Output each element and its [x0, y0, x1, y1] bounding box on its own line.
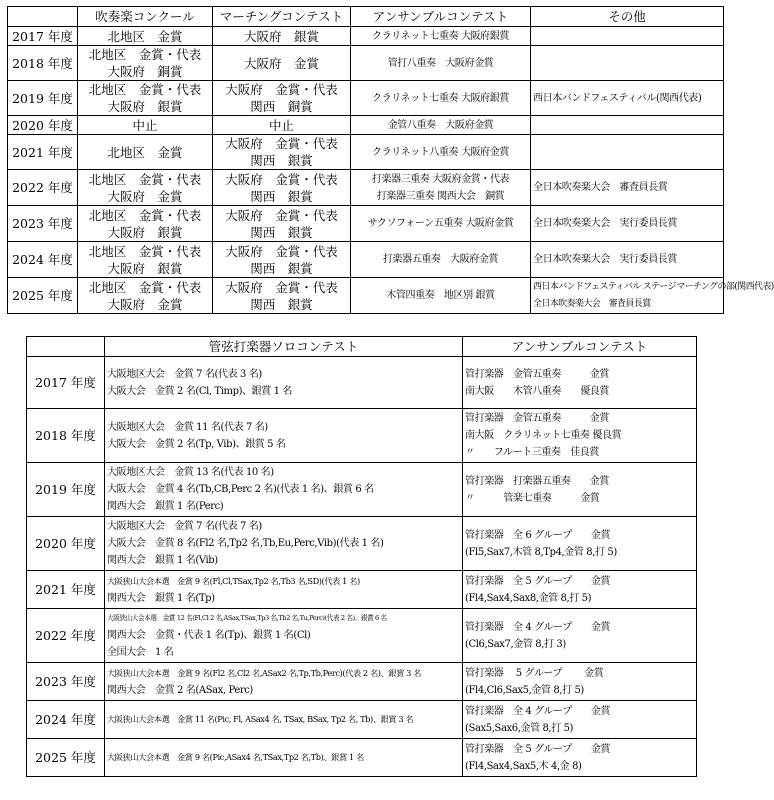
concours-cell-line: 北地区 金賞・代表 [88, 243, 202, 259]
table-row [27, 517, 697, 571]
marching-cell [213, 206, 351, 242]
solo-cell-line: 大阪大会 金賞 8 名(Fl2 名,Tp2 名,Tb,Eu,Perc,Vib)(代表 1 名) [107, 538, 384, 549]
marching-cell [213, 81, 351, 116]
table-row [27, 571, 697, 609]
marching-cell [213, 116, 351, 135]
solo-cell-line: 大阪狭山大会本選 金賞 9 名(Pic,ASax4 名,TSax,Tp2 名,Tb)、銀賞 1 名 [107, 752, 364, 762]
table-row [8, 278, 724, 314]
solo-cell [105, 609, 463, 663]
year-cell: 2021 年度 [8, 135, 78, 170]
ensemble-cell-line: クラリネット七重奏 大阪府銀賞 [372, 92, 509, 104]
concours-cell [78, 135, 213, 170]
table1-body [8, 27, 774, 314]
ensemble-cell-line: 木管四重奏 地区別 銀賞 [386, 290, 495, 301]
year-cell: 2022 年度 [27, 609, 105, 663]
year-cell: 2018 年度 [27, 409, 105, 463]
solo-cell-line: 関西大会 銀賞 1 名(Tp) [107, 592, 215, 604]
ensemble-cell [463, 609, 697, 663]
other-cell-line: 西日本バンドフェスティバル(関西代表) [533, 92, 702, 104]
ensemble-cell-line: 管打楽器 全 4 グループ 金賞 [465, 705, 611, 717]
ensemble-cell [351, 278, 531, 314]
year-cell: 2020 年度 [27, 517, 105, 571]
concours-cell [78, 116, 213, 135]
ensemble-cell-line: 管打楽器 金管五重奏 金賞 [465, 368, 609, 380]
year-cell: 2018 年度 [8, 46, 78, 81]
year-cell: 2023 年度 [27, 663, 105, 701]
other-cell [531, 27, 724, 46]
concours-cell-line: 北地区 金賞・代表 [88, 82, 202, 97]
table2-body [27, 357, 697, 777]
ensemble-cell-line: 管打楽器 全 5 グループ 金賞 [465, 575, 611, 587]
ensemble-cell-line: 打楽器五重奏 大阪府金賞 [382, 254, 499, 265]
year-cell: 2019 年度 [8, 81, 78, 116]
other-cell [531, 135, 724, 170]
header-ensemble: アンサンブルコンテスト [463, 337, 697, 357]
ensemble-cell [351, 46, 531, 81]
concours-cell [78, 278, 213, 314]
solo-cell [105, 357, 463, 409]
concours-cell-line: 北地区 金賞・代表 [88, 171, 202, 187]
ensemble-cell-line: 〃 管楽七重奏 金賞 [465, 492, 600, 504]
solo-cell-line: 関西大会 銀賞 1 名(Perc) [107, 501, 224, 512]
header-corner [27, 337, 105, 357]
year-cell: 2017 年度 [27, 357, 105, 409]
ensemble-cell [463, 463, 697, 517]
year-cell: 2022 年度 [8, 170, 78, 206]
concours-cell-line: 中止 [132, 117, 158, 133]
year-cell: 2019 年度 [27, 463, 105, 517]
ensemble-cell-line: (Fl5,Sax7,木管 8,Tp4,金管 8,打 5) [465, 546, 617, 558]
concours-cell-line: 北地区 金賞・代表 [88, 47, 202, 62]
solo-cell-line: 大阪地区大会 金賞 7 名(代表 3 名) [107, 368, 262, 380]
marching-cell [213, 46, 351, 81]
ensemble-cell-line: (Cl6,Sax7,金管 8,打 3) [465, 638, 566, 650]
solo-cell-line: 大阪大会 金賞 2 名(Tp, Vib)、銀賞 5 名 [107, 438, 286, 450]
header-solo: 管弦打楽器ソロコンテスト [105, 337, 463, 357]
ensemble-cell [351, 116, 531, 135]
table1-header-row [8, 7, 724, 27]
other-cell [531, 170, 724, 206]
marching-cell-line: 関西 銅賞 [250, 99, 313, 114]
ensemble-cell [351, 242, 531, 278]
table-row [27, 463, 697, 517]
concours-cell [78, 81, 213, 116]
table-row [8, 242, 724, 278]
ensemble-cell [463, 701, 697, 739]
concours-cell [78, 242, 213, 278]
other-cell-line: 全日本吹奏楽大会 実行委員長賞 [533, 218, 677, 229]
other-cell-line: 西日本バンドフェスティバル ステージマーチングの部(関西代表) [533, 281, 774, 292]
marching-cell-line: 関西 銀賞 [250, 188, 313, 204]
marching-cell [213, 135, 351, 170]
header-concours: 吹奏楽コンクール [78, 7, 213, 27]
marching-cell [213, 27, 351, 46]
year-cell: 2024 年度 [8, 242, 78, 278]
ensemble-cell [351, 135, 531, 170]
ensemble-cell-line: 管打楽器 5 グループ 金賞 [465, 667, 604, 679]
year-cell: 2017 年度 [8, 27, 78, 46]
ensemble-cell [463, 739, 697, 777]
table-row [27, 357, 697, 409]
concours-cell-line: 大阪府 銅賞 [107, 64, 183, 79]
solo-cell-line: 全国大会 1 名 [107, 647, 174, 658]
marching-cell-line: 大阪府 金賞・代表 [225, 207, 338, 223]
concours-cell [78, 206, 213, 242]
ensemble-cell [351, 81, 531, 116]
other-cell [531, 242, 724, 278]
solo-cell-line: 大阪地区大会 金賞 13 名(代表 10 名) [107, 467, 274, 478]
year-cell: 2023 年度 [8, 206, 78, 242]
ensemble-cell-line: 管打八重奏 大阪府金賞 [387, 57, 494, 69]
year-cell: 2025 年度 [8, 278, 78, 314]
table-row [8, 206, 724, 242]
ensemble-cell [351, 170, 531, 206]
ensemble-cell [463, 663, 697, 701]
solo-cell-line: 大阪地区大会 金賞 11 名(代表 7 名) [107, 421, 268, 433]
concours-cell-line: 大阪府 金賞 [107, 296, 183, 312]
marching-cell [213, 278, 351, 314]
concours-cell-line: 大阪府 銀賞 [107, 224, 183, 240]
results-table-2 [26, 336, 697, 777]
table-row [8, 27, 724, 46]
solo-cell-line: 大阪狭山大会本選 金賞 12 名(Fl,Cl 2 名,ASax,TSax,Tp3 名,Tb2 名,Tu,Perc)(代表 2 名)、銀賞 6 名 [107, 614, 387, 622]
marching-cell-line: 大阪府 金賞・代表 [225, 243, 338, 259]
table-row [27, 609, 697, 663]
solo-cell-line: 大阪狭山大会本選 金賞 11 名(Pic, Fl, ASax4 名, TSax, BSax, Tp2 名, Tb)、銀賞 3 名 [107, 714, 414, 724]
ensemble-cell [351, 206, 531, 242]
concours-cell [78, 46, 213, 81]
solo-cell [105, 571, 463, 609]
ensemble-cell-line: 打楽器三重奏 関西大会 銅賞 [376, 190, 505, 202]
solo-cell [105, 409, 463, 463]
ensemble-cell [463, 409, 697, 463]
header-ensemble: アンサンブルコンテスト [351, 7, 531, 27]
ensemble-cell-line: 南大阪 木管八重奏 優良賞 [465, 385, 609, 397]
marching-cell-line: 大阪府 銀賞 [243, 28, 319, 44]
table-row [27, 739, 697, 777]
marching-cell [213, 170, 351, 206]
solo-cell [105, 517, 463, 571]
concours-cell-line: 大阪府 銀賞 [107, 99, 183, 114]
ensemble-cell-line: 管打楽器 全 5 グループ 金賞 [465, 743, 611, 755]
table-row [8, 170, 724, 206]
results-table-1 [7, 6, 774, 314]
concours-cell-line: 大阪府 銀賞 [107, 260, 183, 276]
concours-cell-line: 北地区 金賞・代表 [88, 207, 202, 223]
ensemble-cell-line: 管打楽器 打楽器五重奏 金賞 [465, 475, 609, 487]
ensemble-cell-line: 打楽器三重奏 大阪府金賞・代表 [371, 173, 510, 185]
table-row [27, 663, 697, 701]
ensemble-cell-line: クラリネット八重奏 大阪府金賞 [372, 146, 509, 158]
solo-cell [105, 701, 463, 739]
ensemble-cell-line: クラリネット七重奏 大阪府銀賞 [372, 30, 509, 42]
table-row [8, 135, 724, 170]
other-cell-line: 全日本吹奏楽大会 審査員長賞 [533, 182, 668, 193]
header-marching: マーチングコンテスト [213, 7, 351, 27]
solo-cell-line: 大阪狭山大会本選 金賞 9 名(Fl2 名,Cl2 名,ASax2 名,Tp,Tb,Perc)(代表 2 名)、銀賞 3 名 [107, 667, 421, 678]
concours-cell-line: 大阪府 金賞 [107, 188, 183, 204]
table-row [8, 116, 724, 135]
ensemble-cell [463, 517, 697, 571]
other-cell-line: 全日本吹奏楽大会 審査員長賞 [533, 298, 651, 309]
solo-cell [105, 739, 463, 777]
other-cell [531, 81, 724, 116]
year-cell: 2021 年度 [27, 571, 105, 609]
ensemble-cell [351, 27, 531, 46]
table2-header-row [27, 337, 697, 357]
solo-cell-line: 関西大会 銀賞 1 名(Vib) [107, 555, 218, 566]
ensemble-cell-line: 金管八重奏 大阪府金賞 [387, 119, 494, 131]
solo-cell [105, 663, 463, 701]
ensemble-cell [463, 357, 697, 409]
ensemble-cell-line: (Sax5,Sax6,金管 8,打 5) [465, 722, 574, 734]
other-cell [531, 116, 724, 135]
concours-cell-line: 北地区 金賞 [107, 144, 183, 160]
marching-cell-line: 中止 [268, 117, 294, 133]
concours-cell-line: 北地区 金賞 [107, 28, 183, 44]
concours-cell-line: 北地区 金賞・代表 [88, 279, 202, 295]
solo-cell-line: 大阪地区大会 金賞 7 名(代表 7 名) [107, 521, 262, 532]
ensemble-cell [463, 571, 697, 609]
year-cell: 2020 年度 [8, 116, 78, 135]
year-cell: 2024 年度 [27, 701, 105, 739]
marching-cell-line: 関西 銀賞 [250, 260, 313, 276]
ensemble-cell-line: サクソフォーン五重奏 大阪府金賞 [367, 218, 514, 229]
marching-cell [213, 242, 351, 278]
ensemble-cell-line: (Fl4,Sax4,Sax8,金管 8,打 5) [465, 592, 592, 604]
ensemble-cell-line: (Fl4,Cl6,Sax5,金管 8,打 5) [465, 684, 584, 696]
marching-cell-line: 大阪府 金賞・代表 [225, 171, 338, 187]
solo-cell [105, 463, 463, 517]
ensemble-cell-line: 〃 フルート三重奏 佳良賞 [465, 447, 599, 458]
header-other: その他 [531, 7, 724, 27]
table-row [27, 409, 697, 463]
ensemble-cell-line: 南大阪 クラリネット七重奏 優良賞 [465, 430, 622, 441]
solo-cell-line: 大阪大会 金賞 2 名(Cl, Timp)、銀賞 1 名 [107, 385, 293, 397]
ensemble-cell-line: (Fl4,Sax4,Sax5,木 4,金 8) [465, 760, 582, 772]
table-row [27, 701, 697, 739]
concours-cell [78, 27, 213, 46]
ensemble-cell-line: 管打楽器 全 6 グループ 金賞 [465, 529, 611, 541]
ensemble-cell-line: 管打楽器 金管五重奏 金賞 [465, 413, 609, 424]
marching-cell-line: 関西 銀賞 [250, 224, 313, 240]
other-cell [531, 278, 774, 314]
solo-cell-line: 関西大会 金賞・代表 1 名(Tp)、銀賞 1 名(Cl) [107, 630, 311, 641]
marching-cell-line: 大阪府 金賞・代表 [225, 279, 338, 295]
marching-cell-line: 関西 銀賞 [250, 153, 313, 168]
other-cell [531, 206, 724, 242]
marching-cell-line: 大阪府 金賞・代表 [225, 82, 338, 97]
solo-cell-line: 大阪大会 金賞 4 名(Tb,CB,Perc 2 名)(代表 1 名)、銀賞 6 名 [107, 484, 374, 495]
ensemble-cell-line: 管打楽器 全 4 グループ 金賞 [465, 621, 611, 633]
table-row [8, 81, 724, 116]
other-cell-line: 全日本吹奏楽大会 実行委員長賞 [533, 254, 677, 265]
marching-cell-line: 大阪府 金賞 [243, 55, 319, 71]
concours-cell [78, 170, 213, 206]
year-cell: 2025 年度 [27, 739, 105, 777]
marching-cell-line: 大阪府 金賞・代表 [225, 136, 338, 151]
solo-cell-line: 関西大会 金賞 2 名(ASax, Perc) [107, 684, 253, 696]
table-row [8, 46, 724, 81]
solo-cell-line: 大阪狭山大会本選 金賞 9 名(Fl,Cl,TSax,Tp2 名,Tb3 名,SD)(代表 1 名) [107, 575, 360, 586]
header-corner [8, 7, 78, 27]
other-cell [531, 46, 724, 81]
marching-cell-line: 関西 銀賞 [250, 296, 313, 312]
